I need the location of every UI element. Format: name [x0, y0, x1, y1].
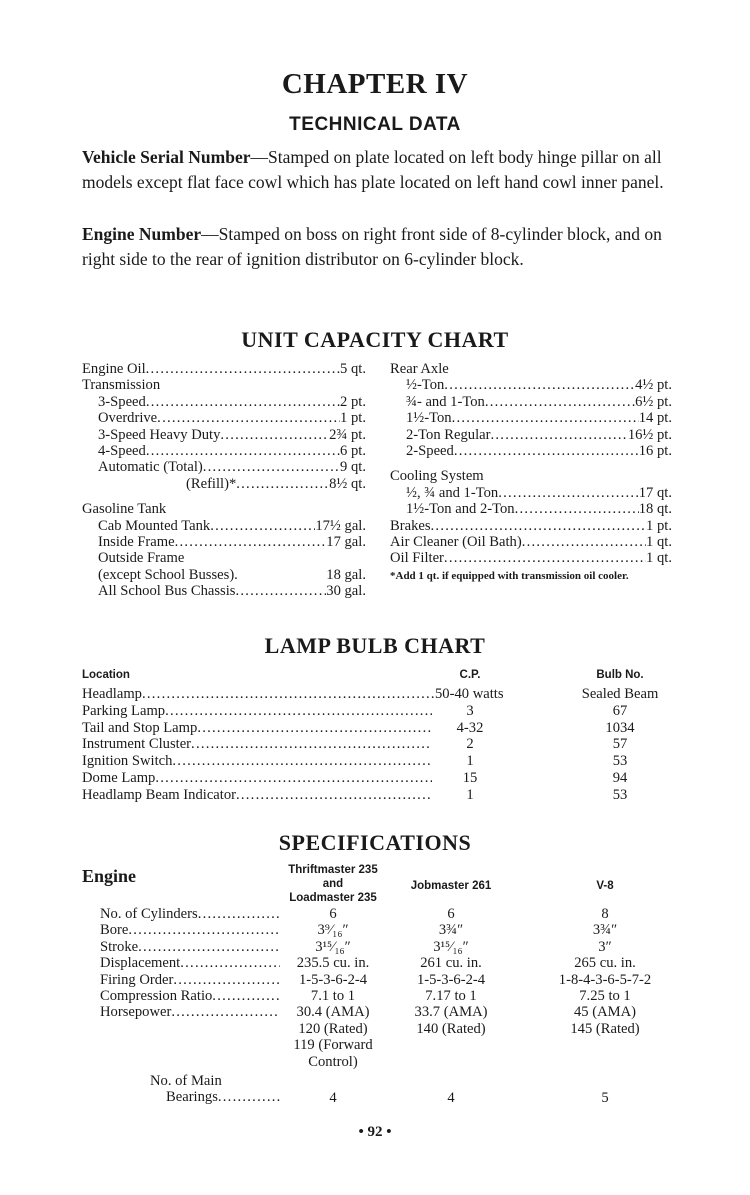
spec-label: Compression Ratio	[100, 988, 213, 1004]
capacity-label: Overdrive	[98, 410, 158, 427]
column-header-cp: C.P.	[459, 669, 481, 681]
spec-value: 5	[601, 1090, 609, 1106]
spec-value: 4	[447, 1090, 455, 1106]
capacity-value: 17½ gal.	[315, 517, 366, 534]
capacity-value: 16 pt.	[638, 443, 672, 460]
spec-row	[150, 1089, 280, 1105]
capacity-label: Gasoline Tank	[82, 501, 167, 518]
lamp-location: Dome Lamp	[82, 770, 156, 786]
spec-label	[150, 1073, 280, 1106]
capacity-value: 1 qt.	[646, 550, 672, 567]
spec-label-line: No. of Main	[150, 1073, 222, 1089]
capacity-value: 14 pt.	[638, 410, 672, 427]
specifications-title: SPECIFICATIONS	[278, 830, 472, 855]
spec-value: 4	[329, 1090, 337, 1106]
engine-column-header: V-8	[596, 880, 614, 892]
capacity-label: 3-Speed	[98, 393, 146, 410]
capacity-label: ½-Ton	[406, 377, 445, 394]
spec-value: 30.4 (AMA) 120 (Rated) 119 (Forward Control)	[293, 1004, 373, 1070]
lamp-location: Parking Lamp	[82, 702, 166, 719]
spec-value: 3″	[598, 938, 612, 955]
spec-value: 3¹⁵⁄₁₆″	[433, 938, 469, 955]
capacity-value: 1 pt.	[646, 517, 672, 534]
unit-capacity-title: UNIT CAPACITY CHART	[241, 327, 509, 352]
spec-label-line: Bearings	[166, 1089, 218, 1106]
capacity-label: Cooling System	[390, 468, 484, 485]
spec-value: 33.7 (AMA) 140 (Rated)	[414, 1004, 488, 1037]
spec-value: 6	[329, 906, 337, 922]
lamp-bulb-title: LAMP BULB CHART	[264, 633, 486, 658]
spec-value: 7.25 to 1	[579, 988, 631, 1004]
term: Engine Number	[82, 224, 202, 244]
capacity-value: 1 pt.	[340, 410, 366, 427]
spec-value: 3¾″	[592, 922, 618, 939]
capacity-value: 4½ pt.	[635, 377, 672, 394]
spec-label: Stroke	[100, 938, 139, 955]
lamp-bulb-number: Sealed Beam	[581, 686, 659, 702]
spec-value: 3¾″	[438, 922, 464, 939]
spec-label: Bore	[100, 922, 129, 939]
spec-value: 45 (AMA) 145 (Rated)	[570, 1004, 640, 1037]
spec-value: 6	[447, 906, 455, 922]
lamp-location: Headlamp Beam Indicator	[82, 786, 236, 803]
definition: —Stamped on plate located on left body hinge pillar on all models except flat face cowl which has plate located on left hand cowl inner panel.	[82, 147, 664, 192]
spec-value: 3⁹⁄₁₆″	[317, 922, 349, 939]
capacity-value: 18 qt.	[638, 501, 672, 518]
capacity-label: Automatic (Total)	[98, 459, 203, 476]
lamp-location: Tail and Stop Lamp	[82, 719, 198, 736]
term: Vehicle Serial Number	[82, 147, 251, 167]
spec-label: Displacement	[100, 955, 181, 972]
column-header-location: Location	[82, 669, 130, 681]
capacity-value: 6 pt.	[340, 443, 366, 460]
dot-leader	[218, 1089, 280, 1105]
chapter-title: CHAPTER IV	[281, 68, 469, 100]
capacity-label: 2-Ton Regular	[406, 426, 491, 443]
lamp-bulb-number: 1034	[605, 719, 635, 736]
lamp-cp: 2	[466, 736, 474, 753]
spec-value: 7.1 to 1	[310, 988, 356, 1004]
lamp-bulb-number: 94	[612, 770, 628, 786]
engine-heading: Engine	[82, 866, 137, 886]
capacity-label: All School Bus Chassis	[98, 583, 236, 600]
capacity-value: 18 gal.	[326, 566, 366, 583]
spec-value: 261 cu. in.	[420, 955, 482, 972]
capacity-label: Air Cleaner (Oil Bath)	[390, 534, 522, 551]
engine-column-header: Thriftmaster 235 and Loadmaster 235	[288, 864, 378, 904]
capacity-value: 17 qt.	[638, 484, 672, 501]
capacity-label: 1½-Ton	[406, 410, 452, 427]
capacity-value: 6½ pt.	[635, 393, 672, 410]
lamp-cp: 15	[462, 770, 478, 786]
capacity-label: ½, ¾ and 1-Ton	[406, 484, 499, 501]
capacity-label: 4-Speed	[98, 443, 146, 460]
spec-value: 3¹⁵⁄₁₆″	[315, 938, 351, 955]
column-header-bulb-no: Bulb No.	[596, 669, 644, 681]
capacity-label: 3-Speed Heavy Duty	[98, 426, 221, 443]
capacity-value: 1 qt.	[646, 534, 672, 551]
lamp-bulb-number: 53	[612, 753, 628, 770]
capacity-label: Brakes	[390, 517, 431, 534]
spec-label: No. of Cylinders	[100, 906, 198, 922]
capacity-value: 17 gal.	[326, 534, 366, 551]
lamp-cp: 1	[466, 753, 474, 770]
capacity-value: 5 qt.	[340, 361, 366, 377]
lamp-location: Ignition Switch	[82, 753, 173, 770]
capacity-footnote: *Add 1 qt. if equipped with transmission oil cooler.	[390, 569, 629, 582]
lamp-bulb-number: 67	[612, 702, 628, 719]
capacity-value: 8½ qt.	[329, 475, 366, 492]
spec-value: 1-5-3-6-2-4	[298, 971, 368, 988]
capacity-value: 16½ pt.	[627, 426, 672, 443]
page-number: • 92 •	[358, 1124, 392, 1140]
spec-value: 235.5 cu. in.	[296, 955, 370, 972]
capacity-label: Rear Axle	[390, 361, 449, 377]
capacity-label: Inside Frame	[98, 534, 175, 551]
lamp-location: Headlamp	[82, 686, 142, 702]
lamp-bulb-number: 57	[612, 736, 628, 753]
lamp-cp: 50-40 watts	[435, 686, 504, 702]
capacity-value: 9 qt.	[340, 459, 366, 476]
capacity-label: Outside Frame	[98, 550, 185, 567]
lamp-cp: 1	[466, 786, 474, 803]
spec-value: 265 cu. in.	[574, 955, 636, 972]
spec-value: 1-8-4-3-6-5-7-2	[558, 971, 652, 988]
capacity-value: 2¾ pt.	[329, 426, 366, 443]
capacity-label: 1½-Ton and 2-Ton	[406, 501, 515, 518]
capacity-value: 30 gal.	[326, 583, 366, 600]
capacity-label: Oil Filter	[390, 550, 444, 567]
lamp-cp: 3	[466, 702, 474, 719]
capacity-value: 2 pt.	[340, 393, 366, 410]
spec-label: Firing Order	[100, 971, 174, 988]
capacity-label: (except School Busses).	[98, 566, 238, 583]
spec-value: 8	[601, 906, 609, 922]
engine-column-header: Jobmaster 261	[410, 880, 492, 892]
definition: —Stamped on boss on right front side of 8-cylinder block, and on right side to the rear of ignition distributor on 6-cylinder block.	[82, 224, 662, 269]
spec-label: Horsepower	[100, 1004, 172, 1021]
spec-value: 1-5-3-6-2-4	[416, 971, 486, 988]
lamp-bulb-number: 53	[612, 786, 628, 803]
capacity-label: Cab Mounted Tank	[98, 517, 211, 534]
capacity-label: ¾- and 1-Ton	[406, 393, 485, 410]
capacity-label: 2-Speed	[406, 443, 454, 460]
section-subtitle: TECHNICAL DATA	[289, 114, 461, 135]
capacity-label: (Refill)*	[186, 475, 237, 492]
capacity-label: Engine Oil	[82, 361, 146, 377]
lamp-cp: 4-32	[456, 719, 484, 736]
capacity-label: Transmission	[82, 377, 161, 394]
spec-value: 7.17 to 1	[425, 988, 477, 1004]
lamp-location: Instrument Cluster	[82, 736, 192, 753]
